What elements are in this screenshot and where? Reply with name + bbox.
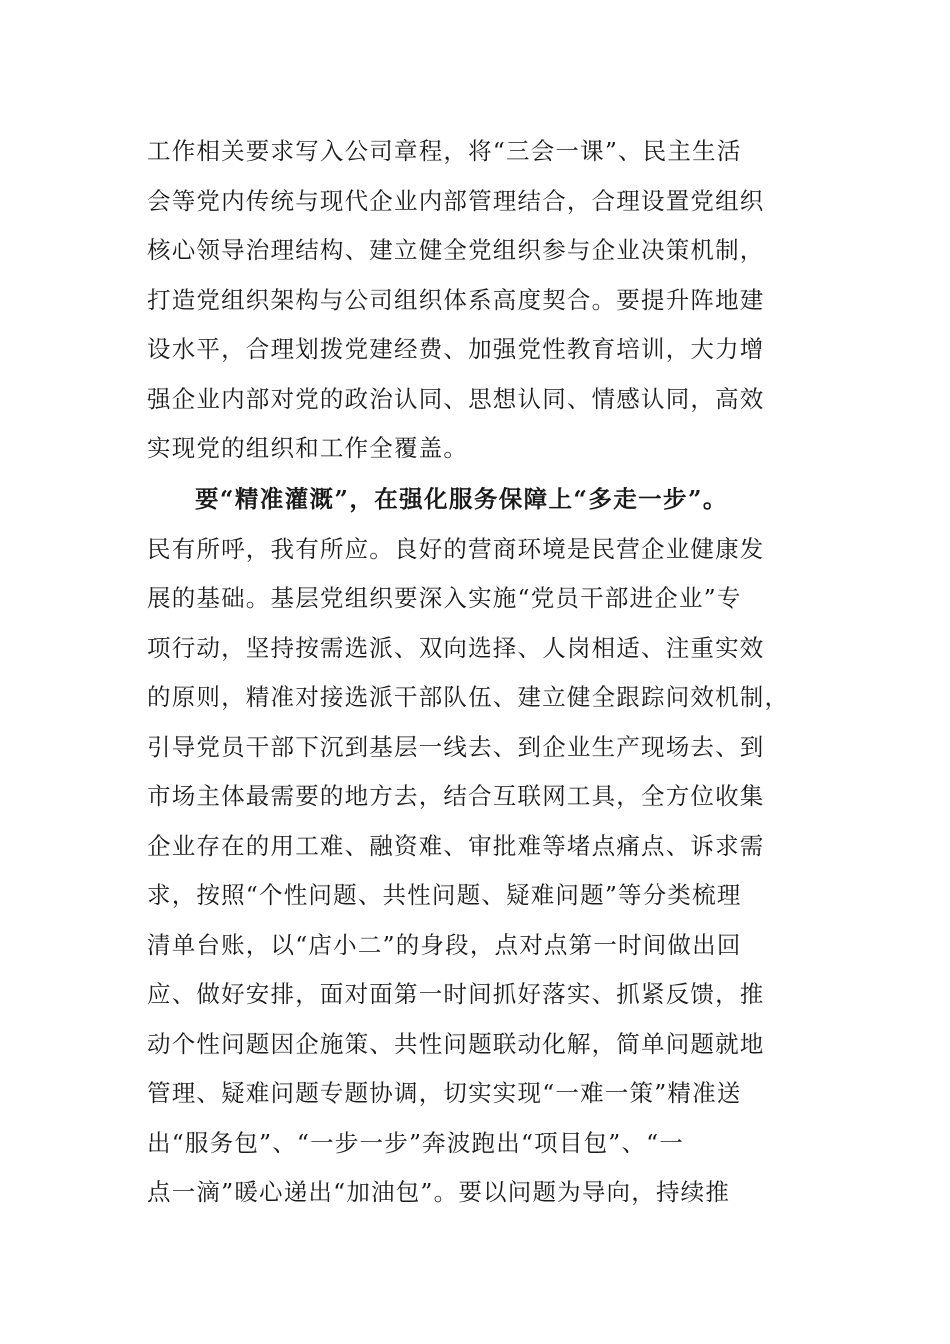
text-line: 打造党组织架构与公司组织体系高度契合。要提升阵地建 [147, 285, 765, 314]
text-line: 管理、疑难问题专题协调，切实实现“一难一策”精准送 [147, 1079, 742, 1107]
text-line: 点一滴”暖心递出“加油包”。要以问题为导向，持续推 [147, 1178, 731, 1206]
text-line: 强企业内部对党的政治认同、思想认同、情感认同，高效 [147, 384, 765, 413]
text-line: 实现党的组织和工作全覆盖。 [147, 434, 469, 462]
text-line: 企业存在的用工难、融资难、审批难等堵点痛点、诉求需 [147, 831, 765, 860]
text-line: 出“服务包”、“一步一步”奔波跑出“项目包”、“一 [147, 1128, 685, 1157]
text-line: 工作相关要求写入公司章程，将“三会一课”、民主生活 [147, 137, 742, 165]
text-line: 清单台账，以“店小二”的身段，点对点第一时间做出回 [147, 930, 742, 959]
text-line: 项行动，坚持按需选派、双向选择、人岗相适、注重实效 [147, 633, 765, 662]
text-line: 应、做好安排，面对面第一时间抓好落实、抓紧反馈，推 [147, 980, 765, 1008]
text-line: 动个性问题因企施策、共性问题联动化解，简单问题就地 [147, 1029, 765, 1058]
text-line: 市场主体最需要的地方去，结合互联网工具，全方位收集 [147, 782, 765, 810]
text-line: 求，按照“个性问题、共性问题、疑难问题”等分类梳理 [147, 881, 742, 909]
text-line: 展的基础。基层党组织要深入实施“党员干部进企业”专 [147, 584, 742, 612]
paragraph-heading: 要“精准灌溉”，在强化服务保障上“多走一步”。 [195, 485, 728, 513]
text-line: 核心领导治理结构、建立健全党组织参与企业决策机制， [147, 236, 765, 264]
text-line: 的原则，精准对接选派干部队伍、建立健全跟踪问效机制， [147, 683, 790, 711]
text-line: 引导党员干部下沉到基层一线去、到企业生产现场去、到 [147, 732, 765, 761]
text-line: 会等党内传统与现代企业内部管理结合，合理设置党组织 [147, 186, 765, 215]
text-line: 设水平，合理划拨党建经费、加强党性教育培训，大力增 [147, 335, 765, 363]
text-line: 民有所呼，我有所应。良好的营商环境是民营企业健康发 [147, 534, 765, 563]
